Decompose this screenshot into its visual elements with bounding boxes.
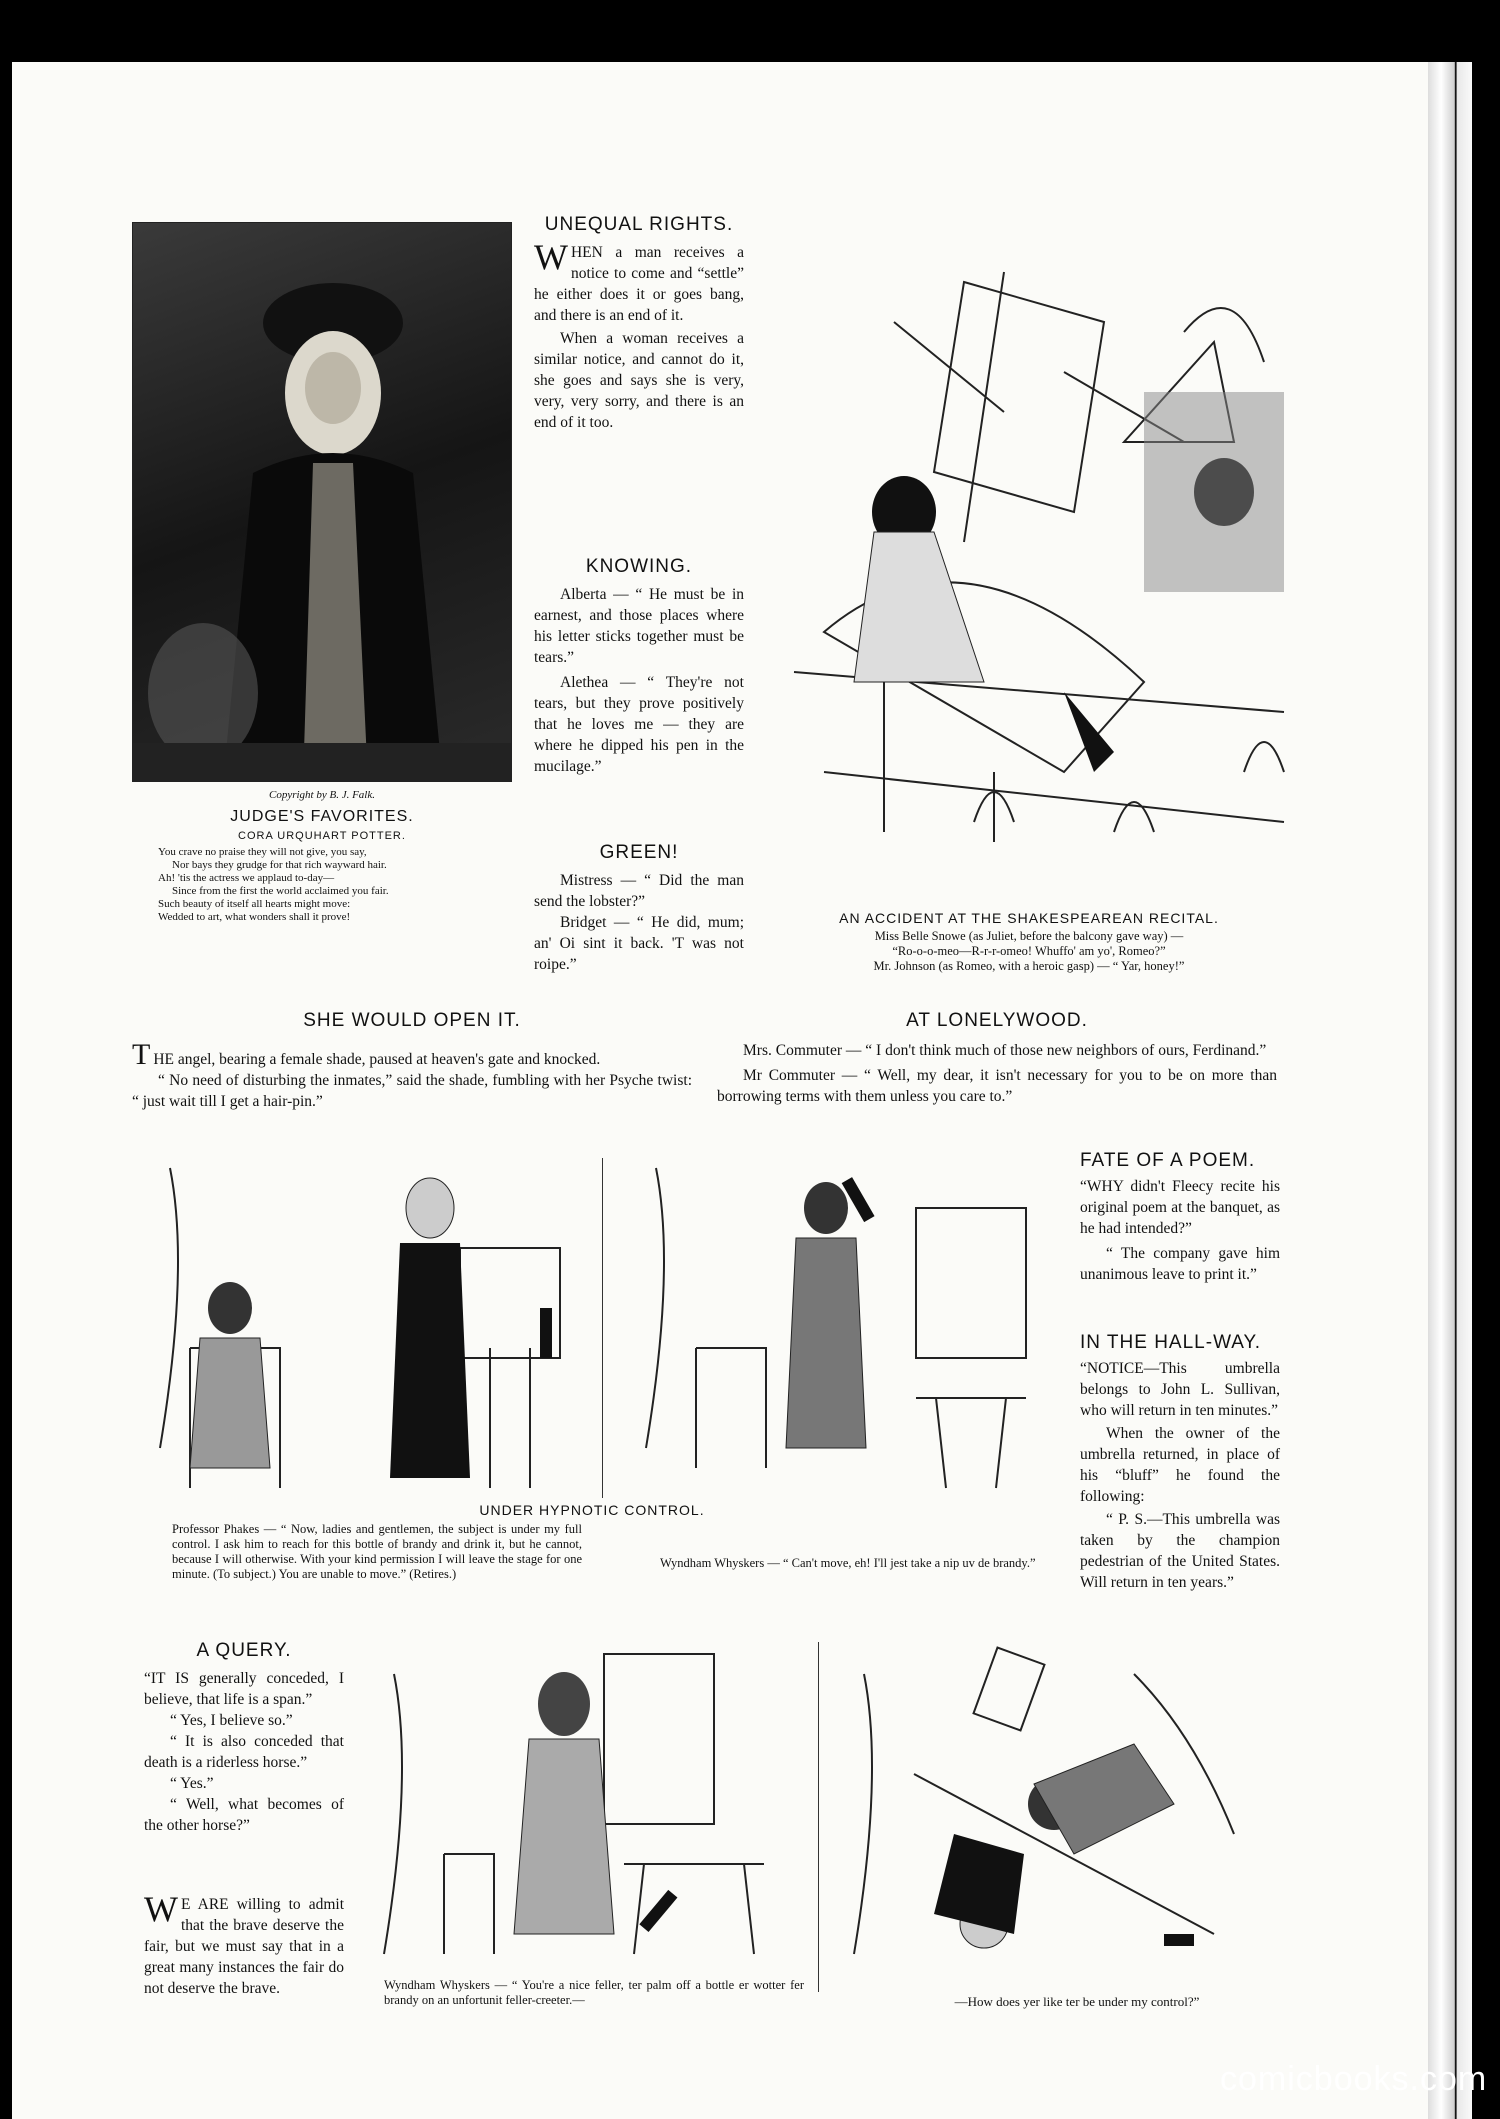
panel-divider — [602, 1158, 603, 1498]
unequal-p1: WHEN a man receives a notice to come and “settle” he either does it or goes bang, and there is an end of it. — [534, 237, 744, 324]
lonely-p2: Mr Commuter — “ Well, my dear, it isn't necessary for you to be on more than borrowing terms with them unless you care to.” — [717, 1067, 1277, 1105]
accident-line3: Mr. Johnson (as Romeo, with a heroic gasp) — “ Yar, honey!” — [873, 959, 1185, 973]
hypnotic-panel-1 — [130, 1148, 588, 1504]
green-title: GREEN! — [599, 842, 679, 863]
accident-line2: “Ro-o-o-meo—R-r-r-omeo! Whuffo' am yo', Romeo?” — [892, 944, 1166, 958]
verse-line: Ah! 'tis the actress we applaud to-day— — [158, 872, 335, 884]
query-p4: “ Yes.” — [170, 1775, 214, 1792]
drop-cap: W — [534, 237, 568, 277]
drop-cap: T — [132, 1038, 151, 1071]
verse-line: Such beauty of itself all hearts might move: — [158, 898, 351, 910]
unequal-rights-article — [534, 214, 744, 433]
accident-title: AN ACCIDENT AT THE SHAKESPEAREAN RECITAL. — [839, 910, 1219, 926]
hypnotic-title: UNDER HYPNOTIC CONTROL. — [479, 1502, 705, 1518]
poem-p1: “WHY didn't Fleecy recite his original poem at the banquet, as he had intended?” — [1080, 1178, 1280, 1237]
hypnotic-panel-3 — [364, 1634, 804, 1974]
magazine-page — [12, 62, 1455, 2119]
hallway-p2: When the owner of the umbrella returned, in place of his “bluff” he found the following: — [1080, 1425, 1280, 1505]
unequal-title: UNEQUAL RIGHTS. — [544, 214, 734, 235]
top-black-border — [0, 0, 1500, 62]
verse-line: You crave no praise they will not give, you say, — [158, 846, 367, 858]
balcony-illustration — [764, 212, 1294, 902]
portrait-photo — [132, 222, 512, 782]
panel-divider — [818, 1642, 819, 1992]
hypnotic-caption-1: Professor Phakes — “ Now, ladies and gentlemen, the subject is under my full control. I ask him to reach for this bottle of brandy and drink it, but he cannot, because I will otherwise. With your kind permission I will leave the stage for one minute. (To subject.) You are unable to move.” (Retires.) — [172, 1522, 582, 1581]
professor-and-subject-illustration — [130, 1148, 588, 1504]
shade-title: SHE WOULD OPEN IT. — [303, 1010, 521, 1031]
query-p1: “IT IS generally conceded, I believe, that life is a span.” — [144, 1670, 344, 1708]
knowing-title: KNOWING. — [585, 556, 693, 577]
hypnotic-caption-2: Wyndham Whyskers — “ Can't move, eh! I'll jest take a nip uv de brandy.” — [660, 1556, 1036, 1570]
lonely-p1: Mrs. Commuter — “ I don't think much of those new neighbors of ours, Ferdinand.” — [743, 1042, 1267, 1059]
knowing-article — [534, 556, 744, 777]
poem-p2: “ The company gave him unanimous leave to print it.” — [1080, 1245, 1280, 1283]
she-would-open-it-article — [132, 1010, 692, 1112]
drop-cap: W — [144, 1889, 178, 1929]
hypnotic-panel-2 — [616, 1148, 1056, 1504]
hallway-p1: “NOTICE—This umbrella belongs to John L. Sullivan, who will return in ten minutes.” — [1080, 1360, 1280, 1419]
verse-line: Since from the first the world acclaimed you fair. — [172, 885, 389, 897]
poem-title: FATE OF A POEM. — [1080, 1150, 1256, 1171]
subject-spilling-bottle-illustration — [364, 1634, 804, 1974]
shade-p1: THE angel, bearing a female shade, paused at heaven's gate and knocked. — [132, 1038, 601, 1071]
green-p2: Bridget — “ He did, mum; an' Oi sint it back. 'T was not roipe.” — [534, 914, 744, 973]
photo-credit: Copyright by B. J. Falk. — [268, 789, 375, 801]
accident-caption — [764, 910, 1294, 974]
watermark: comicbooks.com — [1220, 2060, 1488, 2098]
portrait-illustration — [133, 223, 512, 782]
query-p3: “ It is also conceded that death is a riderless horse.” — [144, 1733, 344, 1771]
hypnotic-caption-4: —How does yer like ter be under my control?” — [954, 1994, 1200, 2009]
in-the-hallway-article — [1080, 1332, 1280, 1593]
right-black-border — [1472, 62, 1500, 2119]
knowing-p2: Alethea — “ They're not tears, but they prove positively that he loves me — they are where he dipped his pen in the mucilage.” — [534, 674, 744, 775]
brave-p1: W E ARE willing to admit that the brave deserve the fair, but we must say that in a great many instances the fair do not deserve the brave. — [144, 1889, 344, 1997]
photo-subtitle: CORA URQUHART POTTER. — [238, 830, 406, 842]
unequal-p2: When a woman receives a similar notice, and cannot do it, she goes and says she is very, very, very sorry, and there is an end of it too. — [534, 330, 744, 431]
query-p5: “ Well, what becomes of the other horse?” — [144, 1796, 344, 1834]
fate-of-a-poem-article — [1080, 1150, 1280, 1285]
hypnotic-panel-4 — [834, 1634, 1278, 1984]
accident-line1: Miss Belle Snowe (as Juliet, before the balcony gave way) — — [874, 929, 1184, 943]
green-p1: Mistress — “ Did the man send the lobster?” — [534, 872, 744, 910]
brave-article — [144, 1889, 344, 1999]
page-spine — [1428, 62, 1472, 2119]
hypnotic-caption-3: Wyndham Whyskers — “ You're a nice feller, ter palm off a bottle er wotter fer brandy on an unfortunit feller-creeter.— — [384, 1978, 804, 2007]
shade-p2: “ No need of disturbing the inmates,” said the shade, fumbling with her Psyche twist: “ just wait till I get a hair-pin.” — [132, 1072, 692, 1110]
subject-drinking-illustration — [616, 1148, 1056, 1504]
a-query-article — [144, 1640, 344, 1836]
verse-line: Nor bays they grudge for that rich wayward hair. — [172, 859, 387, 871]
query-p2: “ Yes, I believe so.” — [170, 1712, 293, 1729]
knowing-p1: Alberta — “ He must be in earnest, and those places where his letter sticks together must be tears.” — [534, 586, 744, 666]
lonely-title: AT LONELYWOOD. — [906, 1010, 1088, 1031]
photo-title: JUDGE'S FAVORITES. — [230, 808, 414, 825]
green-article — [534, 842, 744, 975]
hallway-title: IN THE HALL-WAY. — [1080, 1332, 1262, 1353]
at-lonelywood-article — [717, 1010, 1277, 1107]
photo-verse — [158, 846, 518, 924]
balcony-cartoon — [764, 212, 1294, 902]
professor-thrown-illustration — [834, 1634, 1278, 1984]
verse-line: Wedded to art, what wonders shall it prove! — [158, 911, 351, 923]
query-title: A QUERY. — [196, 1640, 292, 1661]
hallway-p3: “ P. S.—This umbrella was taken by the champion pedestrian of the United States. Will return in ten years.” — [1080, 1511, 1280, 1591]
